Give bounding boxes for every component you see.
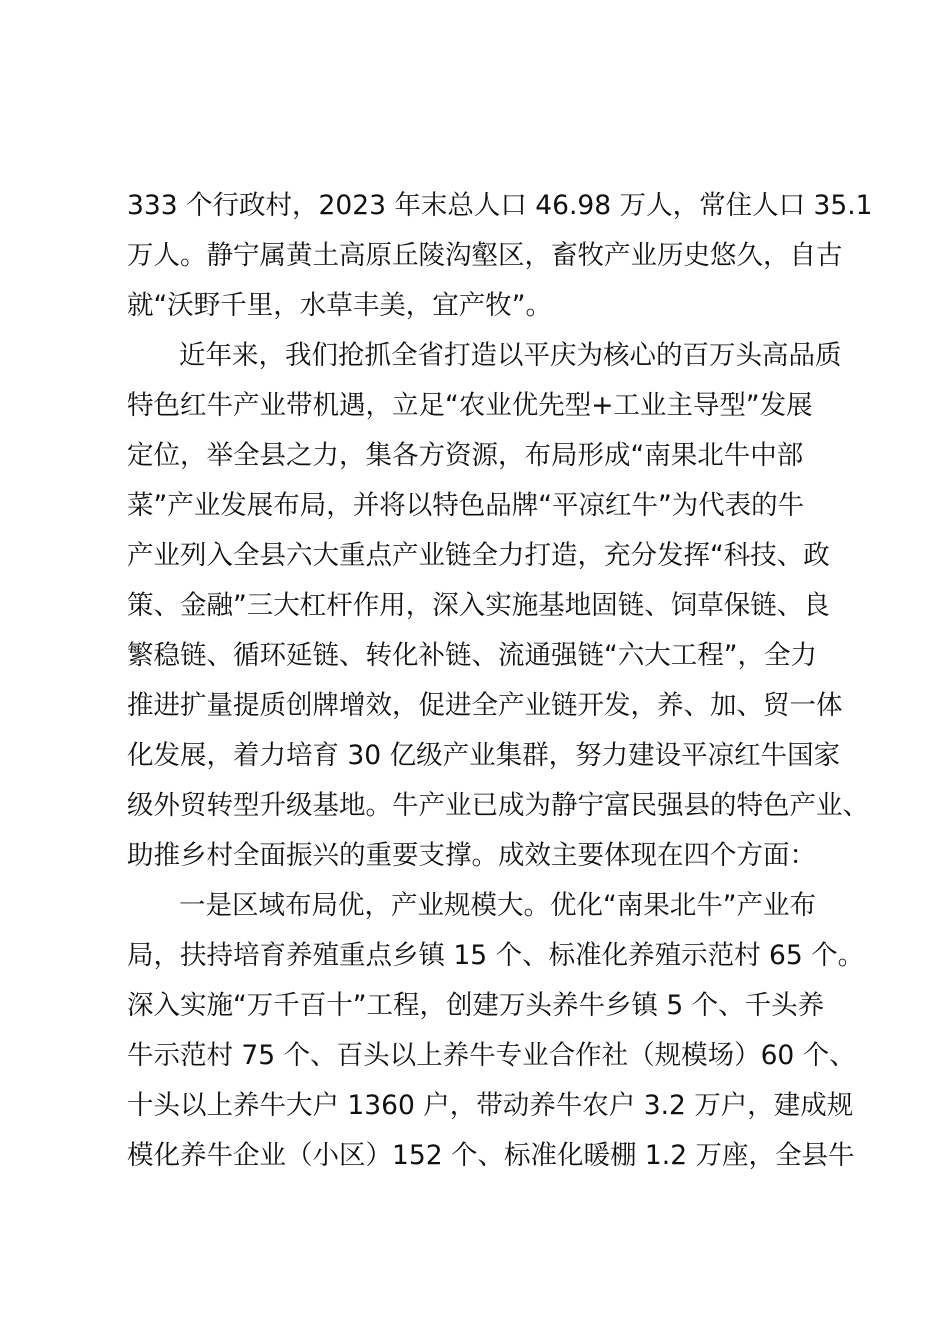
text-line: 推进扩量提质创牌增效，促进全产业链开发，养、加、贸一体 (127, 690, 843, 721)
text-line: 助推乡村全面振兴的重要支撑。成效主要体现在四个方面： (127, 840, 816, 871)
text-line: 特色红牛产业带机遇，立足“农业优先型+工业主导型”发展 (127, 390, 813, 421)
text-line: 化发展，着力培育 30 亿级产业集群，努力建设平凉红牛国家 (127, 740, 841, 771)
text-line: 十头以上养牛大户 1360 户，带动养牛农户 3.2 万户，建成规 (127, 1090, 854, 1121)
text-line: 局，扶持培育养殖重点乡镇 15 个、标准化养殖示范村 65 个。 (127, 940, 865, 971)
text-line: 模化养牛企业（小区）152 个、标准化暖棚 1.2 万座，全县牛 (127, 1140, 855, 1171)
text-line: 菜”产业发展布局，并将以特色品牌“平凉红牛”为代表的牛 (127, 490, 805, 521)
text-line: 深入实施“万千百十”工程，创建万头养牛乡镇 5 个、千头养 (127, 990, 825, 1021)
text-line: 产业列入全县六大重点产业链全力打造，充分发挥“科技、政 (127, 540, 830, 571)
paragraph-start-line: 近年来，我们抢抓全省打造以平庆为核心的百万头高品质 (179, 340, 842, 371)
text-line: 333 个行政村，2023 年末总人口 46.98 万人，常住人口 35.1 (127, 190, 873, 221)
text-line: 就“沃野千里，水草丰美，宜产牧”。 (127, 290, 552, 321)
text-line: 级外贸转型升级基地。牛产业已成为静宁富民强县的特色产业、 (127, 790, 869, 821)
text-line: 繁稳链、循环延链、转化补链、流通强链“六大工程”，全力 (127, 640, 817, 671)
body-text (127, 181, 873, 1181)
text-line: 万人。静宁属黄土高原丘陵沟壑区，畜牧产业历史悠久，自古 (127, 240, 843, 271)
paragraph-start-line: 一是区域布局优，产业规模大。优化“南果北牛”产业布 (179, 890, 816, 921)
text-line: 定位，举全县之力，集各方资源，布局形成“南果北牛中部 (127, 440, 804, 471)
text-line: 牛示范村 75 个、百头以上养牛专业合作社（规模场）60 个、 (127, 1040, 856, 1071)
text-line: 策、金融”三大杠杆作用，深入实施基地固链、饲草保链、良 (127, 590, 830, 621)
